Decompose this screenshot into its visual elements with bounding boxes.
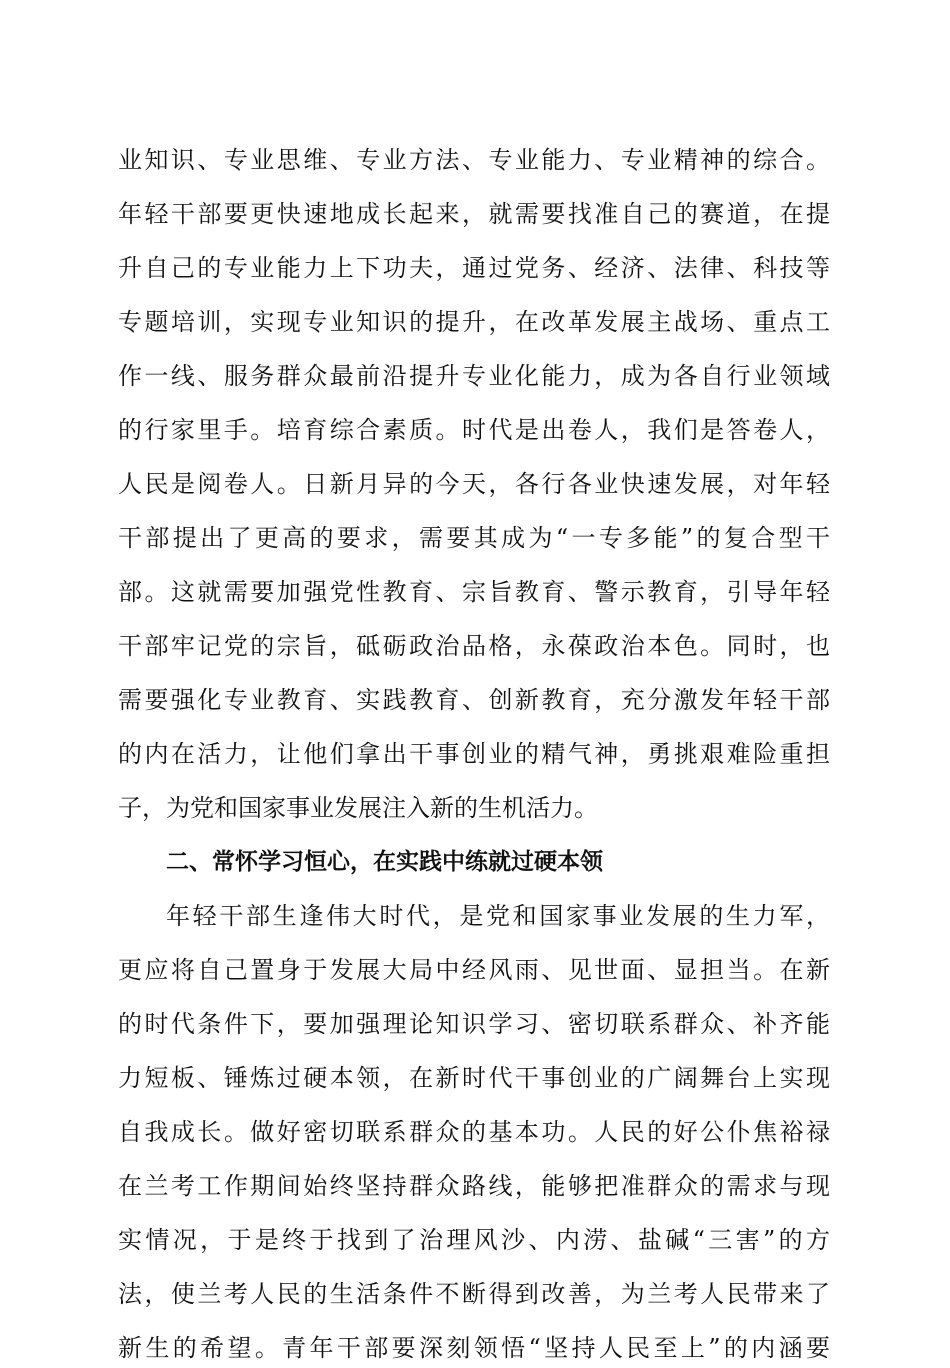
paragraph-line: 年轻干部生逢伟大时代，是党和国家事业发展的生力军，: [166, 902, 830, 930]
paragraph-line: 干部提出了更高的要求，需要其成为“一专多能”的复合型干: [118, 524, 830, 552]
paragraph-line: 部。这就需要加强党性教育、宗旨教育、警示教育，引导年轻: [118, 578, 830, 606]
paragraph-line: 法，使兰考人民的生活条件不断得到改善，为兰考人民带来了: [118, 1280, 830, 1308]
paragraph-line: 人民是阅卷人。日新月异的今天，各行各业快速发展，对年轻: [118, 470, 830, 498]
paragraph-line: 子，为党和国家事业发展注入新的生机活力。: [118, 794, 598, 822]
section-heading: 二、常怀学习恒心，在实践中练就过硬本领: [166, 849, 603, 875]
paragraph-line: 的行家里手。培育综合素质。时代是出卷人，我们是答卷人，: [118, 416, 830, 444]
paragraph-line: 需要强化专业教育、实践教育、创新教育，充分激发年轻干部: [118, 686, 830, 714]
paragraph-line: 在兰考工作期间始终坚持群众路线，能够把准群众的需求与现: [118, 1172, 830, 1200]
paragraph-line: 的内在活力，让他们拿出干事创业的精气神，勇挑艰难险重担: [118, 740, 830, 768]
paragraph-line: 自我成长。做好密切联系群众的基本功。人民的好公仆焦裕禄: [118, 1118, 830, 1146]
paragraph-line: 年轻干部要更快速地成长起来，就需要找准自己的赛道，在提: [118, 200, 830, 228]
paragraph-line: 业知识、专业思维、专业方法、专业能力、专业精神的综合。: [118, 146, 830, 174]
paragraph-line: 力短板、锤炼过硬本领，在新时代干事创业的广阔舞台上实现: [118, 1064, 830, 1092]
paragraph-line: 干部牢记党的宗旨，砥砺政治品格，永葆政治本色。同时，也: [118, 632, 830, 660]
paragraph-line: 新生的希望。青年干部要深刻领悟“坚持人民至上”的内涵要: [118, 1334, 830, 1362]
paragraph-line: 的时代条件下，要加强理论知识学习、密切联系群众、补齐能: [118, 1010, 830, 1038]
paragraph-line: 更应将自己置身于发展大局中经风雨、见世面、显担当。在新: [118, 956, 830, 984]
paragraph-line: 升自己的专业能力上下功夫，通过党务、经济、法律、科技等: [118, 254, 830, 282]
paragraph-line: 作一线、服务群众最前沿提升专业化能力，成为各自行业领域: [118, 362, 830, 390]
paragraph-line: 专题培训，实现专业知识的提升，在改革发展主战场、重点工: [118, 308, 830, 336]
paragraph-line: 实情况，于是终于找到了治理风沙、内涝、盐碱“三害”的方: [118, 1226, 830, 1254]
